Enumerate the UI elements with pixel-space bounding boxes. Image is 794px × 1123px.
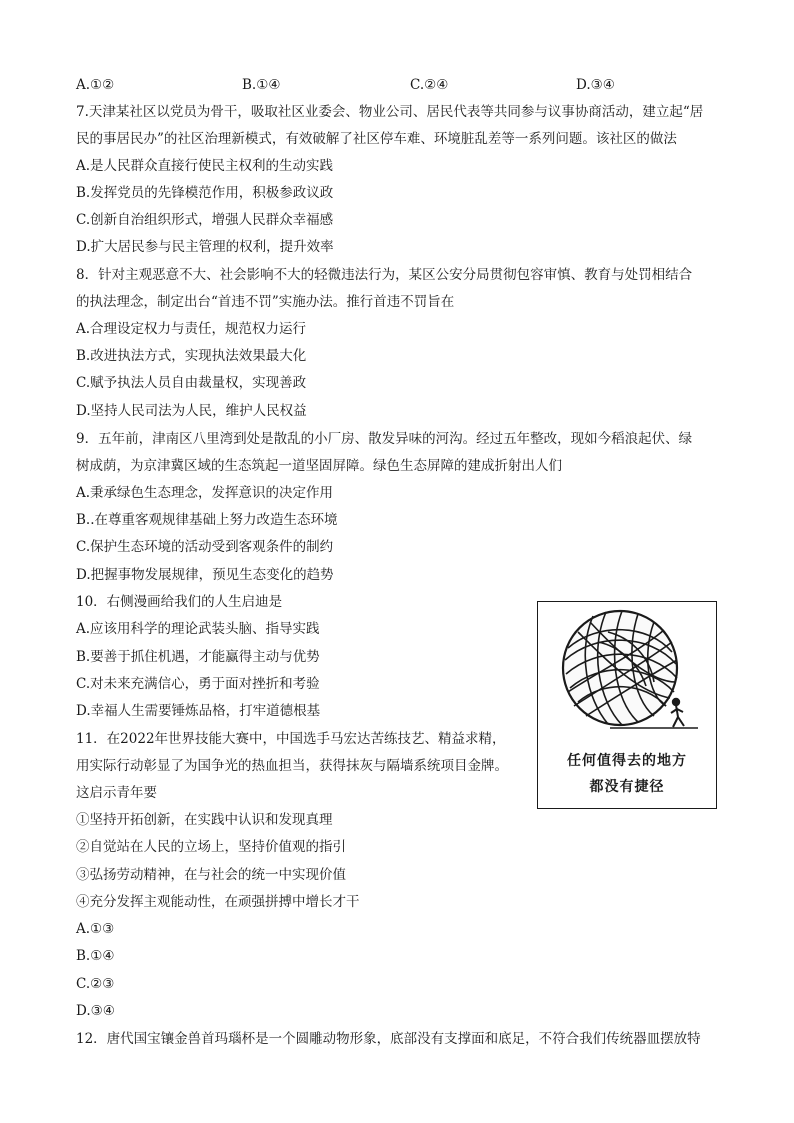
q11-option-b: B.①④ — [76, 948, 115, 964]
q11-statement-2: ②自觉站在人民的立场上，坚持价值观的指引 — [76, 839, 346, 855]
q8-option-c: C.赋予执法人员自由裁量权，实现善政 — [76, 375, 307, 391]
q6-option-b: B.①④ — [242, 77, 281, 93]
q11-statement-3: ③弘扬劳动精神，在与社会的统一中实现价值 — [76, 867, 346, 883]
q8-stem-line-1: 8．针对主观恶意不大、社会影响不大的轻微违法行为，某区公安分局贯彻包容审慎、教育与处罚相结合 — [76, 267, 693, 283]
q11-stem-line-1: 11．在2022年世界技能大赛中，中国选手马宏达苦练技艺、精益求精， — [76, 731, 506, 747]
q12-stem-line-1: 12．唐代国宝镶金兽首玛瑙杯是一个圆雕动物形象，底部没有支撑面和底足，不符合我们传统器皿摆放特 — [76, 1031, 701, 1047]
q10-stem: 10．右侧漫画给我们的人生启迪是 — [76, 594, 283, 610]
q11-stem-line-2: 用实际行动彰显了为国争光的热血担当，获得抹灰与隔墙系统项目金牌。 — [76, 758, 508, 774]
q8-option-d: D.坚持人民司法为人民，维护人民权益 — [76, 403, 307, 419]
q7-option-d: D.扩大居民参与民主管理的权利，提升效率 — [76, 239, 334, 255]
q11-option-c: C.②③ — [76, 976, 115, 992]
q11-option-a: A.①③ — [76, 921, 115, 937]
q6-option-a: A.①② — [76, 77, 115, 93]
q9-stem-line-1: 9．五年前，津南区八里湾到处是散乱的小厂房、散发异味的河沟。经过五年整改，现如今稻浪起伏、绿 — [76, 431, 693, 447]
q7-stem-line-2: 民的事居民办”的社区治理新模式，有效破解了社区停车难、环境脏乱差等一系列问题。该社区的做法 — [76, 131, 677, 147]
q8-option-a: A.合理设定权力与责任，规范权力运行 — [76, 321, 307, 337]
q10-option-a: A.应该用科学的理论武装头脑、指导实践 — [76, 621, 320, 637]
q10-option-c: C.对未来充满信心，勇于面对挫折和考验 — [76, 676, 320, 692]
q6-option-d: D.③④ — [576, 77, 615, 93]
q11-stem-line-3: 这启示青年要 — [76, 785, 157, 801]
q9-option-a: A.秉承绿色生态理念，发挥意识的决定作用 — [76, 485, 334, 501]
q9-stem-line-2: 树成荫，为京津冀区域的生态筑起一道坚固屏障。绿色生态屏障的建成折射出人们 — [76, 458, 562, 474]
walking-person-icon — [671, 699, 684, 727]
cartoon-caption-line-2: 都没有捷径 — [589, 779, 665, 795]
q7-option-c: C.创新自治组织形式，增强人民群众幸福感 — [76, 212, 334, 228]
cartoon-figure — [537, 601, 717, 809]
q11-statement-1: ①坚持开拓创新，在实践中认识和发现真理 — [76, 812, 333, 828]
yarn-ball-illustration — [538, 602, 715, 752]
q7-option-a: A.是人民群众直接行使民主权利的生动实践 — [76, 158, 334, 174]
q10-option-b: B.要善于抓住机遇，才能赢得主动与优势 — [76, 649, 320, 665]
q11-statement-4: ④充分发挥主观能动性，在顽强拼搏中增长才干 — [76, 894, 360, 910]
q9-option-b: B..在尊重客观规律基础上努力改造生态环境 — [76, 512, 338, 528]
cartoon-caption-line-1: 任何值得去的地方 — [567, 753, 687, 769]
q9-option-c: C.保护生态环境的活动受到客观条件的制约 — [76, 539, 334, 555]
q9-option-d: D.把握事物发展规律，预见生态变化的趋势 — [76, 567, 334, 583]
q10-option-d: D.幸福人生需要锤炼品格，打牢道德根基 — [76, 703, 321, 719]
q6-option-c: C.②④ — [410, 77, 449, 93]
q11-option-d: D.③④ — [76, 1003, 115, 1019]
q8-stem-line-2: 的执法理念，制定出台“首违不罚”实施办法。推行首违不罚旨在 — [76, 294, 455, 310]
q7-stem-line-1: 7.天津某社区以党员为骨干，吸取社区业委会、物业公司、居民代表等共同参与议事协商活动，建立起“居 — [76, 104, 704, 120]
q8-option-b: B.改进执法方式，实现执法效果最大化 — [76, 348, 307, 364]
q6-options — [76, 76, 736, 94]
q7-option-b: B.发挥党员的先锋模范作用，积极参政议政 — [76, 185, 334, 201]
